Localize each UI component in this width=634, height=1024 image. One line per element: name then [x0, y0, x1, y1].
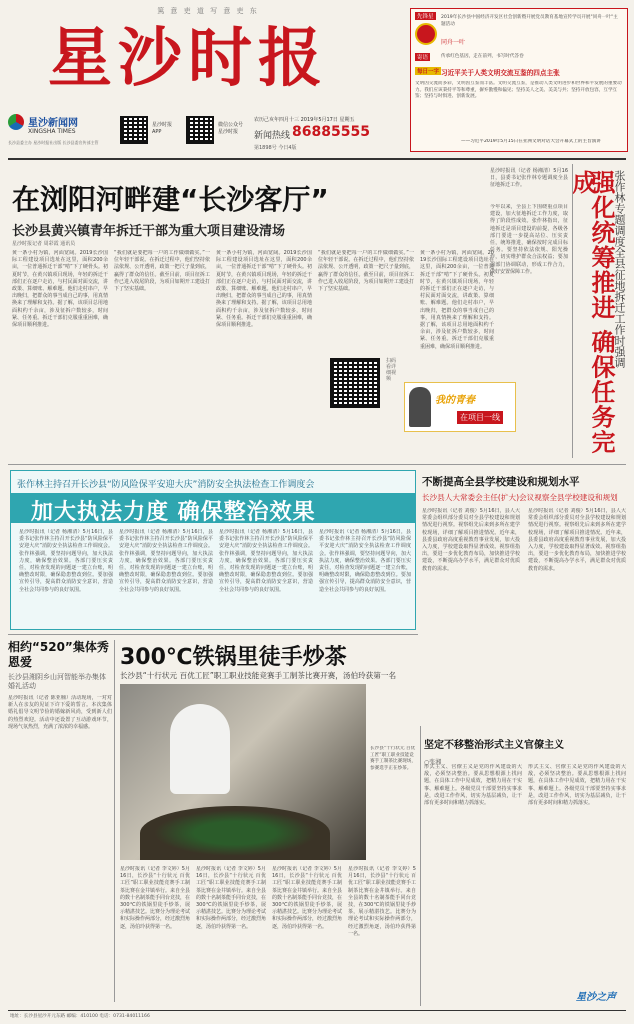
- opinion-divider: [420, 726, 421, 1006]
- festival-headline: 相约“520”集体秀恩爱: [8, 640, 109, 669]
- tea-article: [118, 636, 418, 1008]
- masthead-divider: [8, 158, 626, 160]
- brand-en: XINGSHA TIMES: [28, 128, 76, 135]
- lead-subhead: 长沙县黄兴镇青年拆迁干部为重大项目建设清场: [12, 224, 286, 239]
- tag-message: 寄语: [417, 55, 429, 61]
- lead-body-col1: 黄一条小村为镇，河面宽阔。2019长沙国际工程建设项目选址在这里，面积200余亩，一位普通拆迁干部“啃”下了硬骨头。初夏时节，在黄兴镇项目现场，年轻的拆迁干部们正在逐户走访，与村民面对面交流，讲政策、算细账、解难题。他们走村串户，早出晚归，把群众的事当成自己的事，用真情换来了理解和支持。据了解，该项目总用地面积约千余亩，涉及征拆户数较多，时间紧、任务重。拆迁干部们克服重重困难，确保项目顺利推进。: [12, 250, 108, 329]
- school-body-col2: 星沙时报讯（记者 刘俊）5月16日，县人大常委会组织部分委员对全县学校建设和规划情况进行视察。视察组先后来到多所在建学校现场，详细了解项目推进情况。近年来，县委县政府高度重视教育事业发展，加大投入力度，学校建设取得显著成效。视察组指出，要进一步优化教育布局，加快推进学校建设，不断提高办学水平，满足群众对优质教育的需求。: [528, 508, 626, 572]
- lead-qr-caption: 扫码看详细视频: [386, 358, 397, 382]
- issue-line: 农历己亥年四月十三 2019年5月17日 星期五: [254, 117, 355, 123]
- school-article: [422, 468, 628, 720]
- school-body-col1: 星沙时报讯（记者 刘俊）5月16日，县人大常委会组织部分委员对全县学校建设和规划情况进行视察。视察组先后来到多所在建学校现场，详细了解项目推进情况。近年来，县委县政府高度重视教育事业发展，加大投入力度，学校建设取得显著成效。视察组指出，要进一步优化教育布局，加快推进学校建设，不断提高办学水平，满足群众对优质教育的需求。: [422, 508, 520, 572]
- festival-subhead: 长沙县湘阴乡山河智能举办集体婚礼活动: [8, 673, 106, 690]
- tag-daily: 每日一字: [417, 69, 440, 75]
- youth-badge-title: 我的青春: [435, 395, 475, 406]
- tea-headline: 300℃铁锅里徒手炒茶: [120, 645, 347, 670]
- opinion-body-col1: 形式主义、官僚主义是党的作风建设的大敌，必须坚决整治。要从思想根源上找问题，在具体工作中见成效，把精力用在干实事、解难题上。各级党员干部要坚持实事求是，改进工作作风，切实为基层减负，让干部有更多时间和精力抓落实。: [424, 764, 522, 807]
- lead-article: [8, 162, 568, 462]
- right-body: 今年以来，全县上下围绕重点项目建设，加大征地拆迁工作力度，取得了阶段性成效。张作林指出，征地拆迁是项目建设的前提，各级各部门要进一步提高站位、压实责任，统筹推进，确保按时完成目标任务。要坚持依法依规、阳光操作，切实维护群众合法权益；要加强部门协调联动，形成工作合力，做好安置保障工作。: [490, 204, 568, 275]
- footer-divider: [8, 1010, 626, 1011]
- opinion-article: [424, 722, 628, 1006]
- tea-body-col2: 星沙时报讯（记者 李文婷）5月16日，长沙县“十行状元 百优工匠”职工职业技能竞赛手工制茶比赛在金井镇举行。来自全县的数十名制茶能手同台竞技，在300℃的铁锅里徒手炒茶，展示精湛技艺。比赛分为理论考试和实际操作两部分，经过激烈角逐，汤伯玲获得第一名。: [196, 866, 266, 930]
- qr-code-app[interactable]: [120, 116, 148, 144]
- issue-number: 第1898号 今日4版: [254, 145, 297, 151]
- message-text: 传承红色基因，走在前列，书写时代答卷: [441, 54, 524, 59]
- right-feature: [490, 164, 628, 460]
- pioneer-link[interactable]: 同舟一叶: [441, 39, 466, 46]
- mid-divider: [8, 634, 418, 635]
- footer-logo: 星沙之声: [576, 992, 616, 1003]
- lead-headline-quote: “长沙客厅”: [180, 183, 329, 216]
- lead-body-col2: “我们就是要把每一户的工作做细做实。”一位年轻干部说。在拆迁过程中，他们坚持依法依规、公开透明，政策一把尺子量到底，赢得了群众的信任。截至目前，项目征拆工作已进入收尾阶段，为项目如期开工建设打下了坚实基础。: [114, 250, 210, 293]
- brand-logo: [8, 112, 104, 152]
- fire-body-col3: 星沙时报讯（记者 杨湘清）5月16日，县委书记张作林主持召开长沙县“防风险保平安迎大庆”消防安全执法检查工作调度会。张作林强调，要坚持问题导向，加大执法力度，确保整治效果。各部门要压实责任，对检查发现的问题逐一建立台账，明确整改时限，确保隐患整改到位。要加强宣传引导，提高群众消防安全意识，营造全社会共同参与的良好氛围。: [219, 529, 313, 593]
- wechat-label: 微信公众号 星沙时报: [218, 122, 244, 135]
- opinion-body-col2: 形式主义、官僚主义是党的作风建设的大敌，必须坚决整治。要从思想根源上找问题，在具体工作中见成效，把精力用在干实事、解难题上。各级党员干部要坚持实事求是，改进工作作风，切实为基层减负，让干部有更多时间和精力抓落实。: [528, 764, 626, 807]
- tea-body-col4: 星沙时报讯（记者 李文婷）5月16日，长沙县“十行状元 百优工匠”职工职业技能竞赛手工制茶比赛在金井镇举行。来自全县的数十名制茶能手同台竞技，在300℃的铁锅里徒手炒茶，展示精湛技艺。比赛分为理论考试和实际操作两部分，经过激烈角逐，汤伯玲获得第一名。: [348, 866, 416, 937]
- right-kicker: 张作林专题调度全县征地拆迁工作时强调: [613, 170, 626, 368]
- opinion-headline: 坚定不移整治形式主义官僚主义: [424, 740, 564, 751]
- lead-bottom-divider: [8, 464, 626, 465]
- brand-sub: 长沙县委主办 星沙时报社出版 长沙县委宣传部主管: [8, 140, 99, 145]
- tag-pioneer: 先锋星: [417, 14, 434, 20]
- festival-body: 星沙时报讯（记者 陈亚楠）活动现场，一对对新人在亲友的见证下许下爱的誓言。本次集体婚礼倡导文明节俭的婚嫁新风尚，受到新人们的热烈欢迎。活动中还设置了互动游戏环节，现场气氛热烈，充满了浓浓的幸福感。: [8, 695, 112, 730]
- masthead: [8, 6, 406, 156]
- festival-article: [8, 636, 112, 1006]
- pioneer-text: 2019年长沙县中国经济开发区社会创新暨开展党员教育基地宣传学员开展"同舟一叶"主题活动: [441, 15, 618, 27]
- tea-subhead: 长沙县“十行状元 百优工匠”职工职业技能竞赛手工制茶比赛开赛，汤伯玲获第一名: [120, 671, 397, 680]
- app-label: 星沙时报APP: [152, 122, 173, 135]
- hotline-number: 86885555: [292, 124, 370, 140]
- lead-body-col4: “我们就是要把每一户的工作做细做实。”一位年轻干部说。在拆迁过程中，他们坚持依法依规、公开透明，政策一把尺子量到底，赢得了群众的信任。截至目前，项目征拆工作已进入收尾阶段，为项目如期开工建设打下了坚实基础。: [318, 250, 414, 293]
- tea-body-col3: 星沙时报讯（记者 李文婷）5月16日，长沙县“十行状元 百优工匠”职工职业技能竞赛手工制茶比赛在金井镇举行。来自全县的数十名制茶能手同台竞技，在300℃的铁锅里徒手炒茶，展示精湛技艺。比赛分为理论考试和实际操作两部分，经过激烈角逐，汤伯玲获得第一名。: [272, 866, 342, 930]
- lead-body-col3: 黄一条小村为镇，河面宽阔。2019长沙国际工程建设项目选址在这里，面积200余亩，一位普通拆迁干部“啃”下了硬骨头。初夏时节，在黄兴镇项目现场，年轻的拆迁干部们正在逐户走访，与村民面对面交流，讲政策、算细账、解难题。他们走村串户，早出晚归，把群众的事当成自己的事，用真情换来了理解和支持。据了解，该项目总用地面积约千余亩，涉及征拆户数较多，时间紧、任务重。拆迁干部们克服重重困难，确保项目顺利推进。: [216, 250, 312, 329]
- fire-safety-article: [10, 470, 416, 630]
- school-subhead: 长沙县人大常委会主任(扩大)会议视察全县学校建设和规划: [422, 493, 618, 502]
- lead-headline: [12, 178, 329, 218]
- daily-source: ——习近平2019年5月15日在亚洲文明对话大会开幕式上的主旨演讲: [461, 139, 601, 144]
- hotline-label: 新闻热线: [254, 131, 291, 141]
- youth-badge-sub: 在项目一线: [457, 411, 503, 424]
- fire-kicker: 张作林主持召开长沙县“防风险保平安迎大庆”消防安全执法检查工作调度会: [17, 480, 315, 490]
- school-headline: 不断提高全县学校建设和规划水平: [422, 476, 580, 488]
- fire-body-col4: 星沙时报讯（记者 杨湘清）5月16日，县委书记张作林主持召开长沙县“防风险保平安迎大庆”消防安全执法检查工作调度会。张作林强调，要坚持问题导向，加大执法力度，确保整治效果。各部门要压实责任，对检查发现的问题逐一建立台账，明确整改时限，确保隐患整改到位。要加强宣传引导，提高群众消防安全意识，营造全社会共同参与的良好氛围。: [319, 529, 411, 593]
- tea-person: [170, 704, 230, 794]
- daily-body: 文明因交流而多彩，文明因互鉴而丰富。文明交流互鉴，是推动人类文明进步和世界和平发展的重要动力。我们应该秉持平等和尊重，摒弃傲慢和偏见；坚持美人之美、美美与共；坚持开放包容，互学互鉴；坚持与时俱进、创新发展。: [415, 81, 622, 100]
- youth-badge-figure-icon: [409, 387, 431, 427]
- fire-headline: 加大执法力度 确保整治效果: [31, 500, 316, 525]
- masthead-title: 星沙时报: [48, 22, 328, 96]
- right-byline: 星沙时报讯（记者 杨湘清）5月16日，县委书记张作林专题调度全县征地拆迁工作。: [490, 168, 568, 189]
- tea-photo: [120, 684, 366, 860]
- fire-body-col1: 星沙时报讯（记者 杨湘清）5月16日，县委书记张作林主持召开长沙县“防风险保平安迎大庆”消防安全执法检查工作调度会。张作林强调，要坚持问题导向，加大执法力度，确保整治效果。各部门要压实责任，对检查发现的问题逐一建立台账，明确整改时限，确保隐患整改到位。要加强宣传引导，提高群众消防安全意识，营造全社会共同参与的良好氛围。: [19, 529, 113, 593]
- lead-headline-pre: 在浏阳河畔建: [12, 183, 181, 216]
- brand-site-name: 星沙新闻网: [28, 118, 78, 129]
- lead-byline: 星沙时报记者 周彩霞 通讯员: [12, 241, 76, 247]
- festival-divider: [114, 640, 115, 1002]
- tea-wok: [140, 806, 330, 860]
- tea-body-col1: 星沙时报讯（记者 李文婷）5月16日，长沙县“十行状元 百优工匠”职工职业技能竞赛手工制茶比赛在金井镇举行。来自全县的数十名制茶能手同台竞技，在300℃的铁锅里徒手炒茶，展示精湛技艺。比赛分为理论考试和实际操作两部分，经过激烈角逐，汤伯玲获得第一名。: [120, 866, 190, 930]
- opinion-byline: ○张湘: [424, 759, 442, 766]
- party-emblem-icon: [415, 23, 437, 45]
- daily-headline: 习近平关于人类文明交流互鉴的四点主张: [441, 69, 560, 77]
- tea-photo-caption: 长沙县“十行状元 百优工匠”职工职业技能竞赛手工制茶比赛现场，参赛选手正在炒茶。: [370, 746, 416, 771]
- lead-qr-code[interactable]: [330, 358, 380, 408]
- qr-code-wechat[interactable]: [186, 116, 214, 144]
- masthead-motto: 篤 意 吏 道 写 意 吏 东: [157, 7, 259, 15]
- brand-logo-icon: [8, 114, 24, 130]
- fire-body-col2: 星沙时报讯（记者 杨湘清）5月16日，县委书记张作林主持召开长沙县“防风险保平安迎大庆”消防安全执法检查工作调度会。张作林强调，要坚持问题导向，加大执法力度，确保整治效果。各部门要压实责任，对检查发现的问题逐一建立台账，明确整改时限，确保隐患整改到位。要加强宣传引导，提高群众消防安全意识，营造全社会共同参与的良好氛围。: [119, 529, 213, 593]
- top-right-box: [410, 8, 628, 152]
- footer-text: 地址：长沙县星沙开元东路 邮编：410100 电话：0731-84011166: [10, 1014, 150, 1019]
- lead-body-col5: 黄一条小村为镇，河面宽阔。2019长沙国际工程建设项目选址在这里，面积200余亩，一位普通拆迁干部“啃”下了硬骨头。初夏时节，在黄兴镇项目现场，年轻的拆迁干部们正在逐户走访，与村民面对面交流，讲政策、算细账、解难题。他们走村串户，早出晚归，把群众的事当成自己的事，用真情换来了理解和支持。据了解，该项目总用地面积约千余亩，涉及征拆户数较多，时间紧、任务重。拆迁干部们克服重重困难，确保项目顺利推进。: [420, 250, 494, 350]
- right-headline: 强化统筹推进 确保任务完成: [568, 170, 615, 455]
